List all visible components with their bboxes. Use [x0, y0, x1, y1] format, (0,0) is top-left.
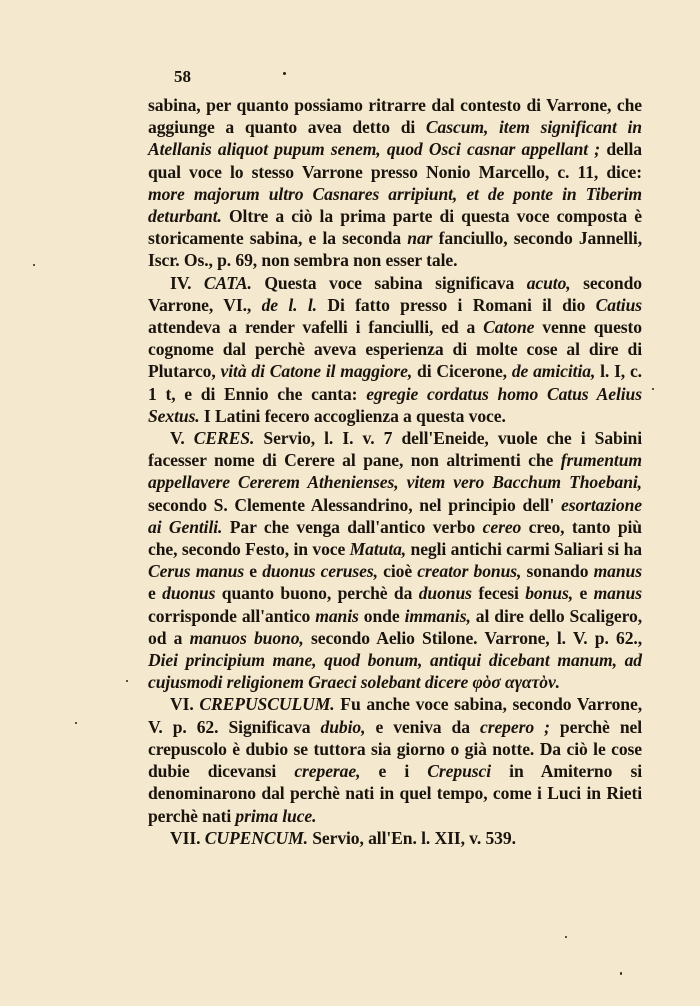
italic-text-run: Diei principium mane, quod bonum, antiqui dicebant manum, ad cujusmodi religionem Graeci solebant dicere φὸσ αγατὸν. [148, 650, 642, 693]
italic-text-run: CUPENCUM. [204, 827, 308, 848]
italic-text-run: manis [315, 605, 359, 626]
text-run: VII. [170, 827, 205, 848]
italic-text-run: CERES. [193, 428, 255, 449]
text-run: quanto buono, perchè da [215, 583, 419, 604]
scan-speck [126, 680, 128, 682]
text-run: Questa voce sabina significava [251, 272, 527, 293]
text-run: e i [360, 761, 428, 782]
scan-speck [620, 972, 622, 975]
text-run: Fu anche voce sabina, secondo Varrone, V. p. 62. Significava [148, 694, 642, 737]
paragraph-sabina [148, 94, 642, 272]
text-run: fecesi [471, 583, 526, 604]
italic-text-run: duonus [418, 583, 472, 604]
body-text [148, 94, 642, 849]
italic-text-run: creator bonus, [417, 561, 522, 582]
text-run: onde [358, 605, 405, 626]
italic-text-run: esortazione ai Gentili. [148, 494, 642, 537]
italic-text-run: cereo [482, 516, 522, 537]
text-run: fanciullo, secondo Jannelli, Iscr. Os., p. 69, non sembra non esser tale. [148, 228, 642, 271]
text-run: della qual voce lo stesso Varrone presso Nonio Marcello, c. 11, dice: [148, 139, 642, 182]
text-run: e veniva da [365, 716, 480, 737]
italic-text-run: Crepusci [427, 761, 492, 782]
italic-text-run: crepero ; [480, 716, 550, 737]
italic-text-run: acuto, [526, 272, 571, 293]
text-run: venne questo cognome dal perchè aveva esperienza di molte cose al dire di Plutarco, [148, 317, 642, 382]
italic-text-run: manus [593, 561, 642, 582]
text-run: in Amiterno si denominarono dal perchè nati in quel tempo, come i Luci in Rieti perchè nati [148, 761, 642, 826]
italic-text-run: more majorum ultro Casnares arripiunt, et de ponte in Tiberim deturbant. [148, 183, 642, 227]
italic-text-run: Cerus manus [148, 561, 245, 582]
text-run: cioè [377, 561, 418, 582]
italic-text-run: prima luce. [235, 805, 317, 826]
text-run: negli antichi carmi Saliari si ha [406, 539, 642, 560]
italic-text-run: duonus ceruses, [262, 561, 378, 582]
text-run: e [148, 583, 163, 604]
text-run: secondo Varrone, VI., [148, 272, 642, 315]
paragraph-ceres [148, 427, 642, 693]
text-run: Servio, all'En. l. XII, v. 539. [307, 827, 516, 848]
italic-text-run: Catius [595, 294, 642, 315]
paragraph-crepusculum [148, 693, 642, 826]
italic-text-run: CREPUSCULUM. [199, 694, 335, 715]
italic-text-run: creperae, [294, 761, 361, 782]
italic-text-run: de l. l. [261, 294, 317, 315]
scan-speck [75, 722, 77, 724]
italic-text-run: vità di Catone il maggiore, [220, 361, 413, 382]
text-run: e [244, 561, 263, 582]
italic-text-run: Catone [483, 317, 535, 338]
paragraph-cata [148, 272, 642, 427]
text-run: secondo Aelio Stilone. Varrone, l. V. p. 62., [303, 627, 643, 648]
italic-text-run: Matuta, [349, 539, 407, 560]
text-run: secondo S. Clemente Alessandrino, nel principio dell' [148, 494, 561, 515]
paragraph-cupencum [148, 827, 642, 849]
italic-text-run: egregie cordatus homo Catus Aelius Sextus. [148, 383, 642, 426]
text-run: perchè nel crepuscolo è dubio se tuttora sia giorno o già notte. Da ciò le cose dubie dicevansi [148, 716, 643, 782]
scan-speck [283, 72, 286, 75]
text-run: sonando [521, 561, 594, 582]
text-run: Di fatto presso i Romani il dio [316, 294, 596, 315]
text-run: Par che venga dall'antico verbo [222, 516, 483, 537]
text-run: corrisponde all'antico [148, 605, 316, 626]
text-run: VI. [170, 694, 200, 715]
text-run: di Cicerone, [412, 361, 512, 382]
text-run: creo, tanto più che, secondo Festo, in voce [148, 516, 642, 560]
italic-text-run: Cascum, item significant in Atellanis aliquot pupum senem, quod Osci casnar appellant ; [148, 117, 642, 160]
text-run: Servio, l. I. v. 7 dell'Eneide, vuole che i Sabini facesser nome di Cerere al pane, non altrimenti che [148, 428, 643, 471]
italic-text-run: nar [407, 228, 433, 249]
scan-speck [652, 388, 654, 390]
italic-text-run: manus [593, 583, 642, 604]
italic-text-run: bonus, [525, 583, 574, 604]
text-run: IV. [170, 272, 204, 293]
text-run: Oltre a ciò la prima parte di questa voce composta è storicamente sabina, e la seconda [148, 206, 642, 249]
italic-text-run: dubio, [320, 716, 366, 737]
italic-text-run: frumentum appellavere Cererem Athenienses, vitem vero Bacchum Thoebani, [148, 450, 642, 493]
italic-text-run: CATA. [203, 272, 252, 293]
scan-speck [33, 264, 35, 266]
italic-text-run: duonus [162, 583, 216, 604]
scan-speck [565, 936, 567, 938]
italic-text-run: manuos buono, [189, 627, 304, 648]
text-run: attendeva a render vafelli i fanciulli, ed a [148, 317, 484, 338]
text-run: V. [170, 428, 194, 449]
page-number: 58 [174, 67, 191, 86]
text-run: I Latini fecero accoglienza a questa voce. [199, 405, 506, 426]
text-run: sabina, per quanto possiamo ritrarre dal contesto di Varrone, che aggiunge a quanto avea detto di [148, 95, 642, 138]
text-run: al dire dello Scaligero, od a [148, 605, 643, 648]
italic-text-run: immanis, [404, 605, 471, 626]
text-run: e [573, 583, 594, 604]
italic-text-run: de amicitia, [511, 361, 596, 382]
text-run: l. I, c. 1 t, e di Ennio che canta: [148, 361, 642, 404]
